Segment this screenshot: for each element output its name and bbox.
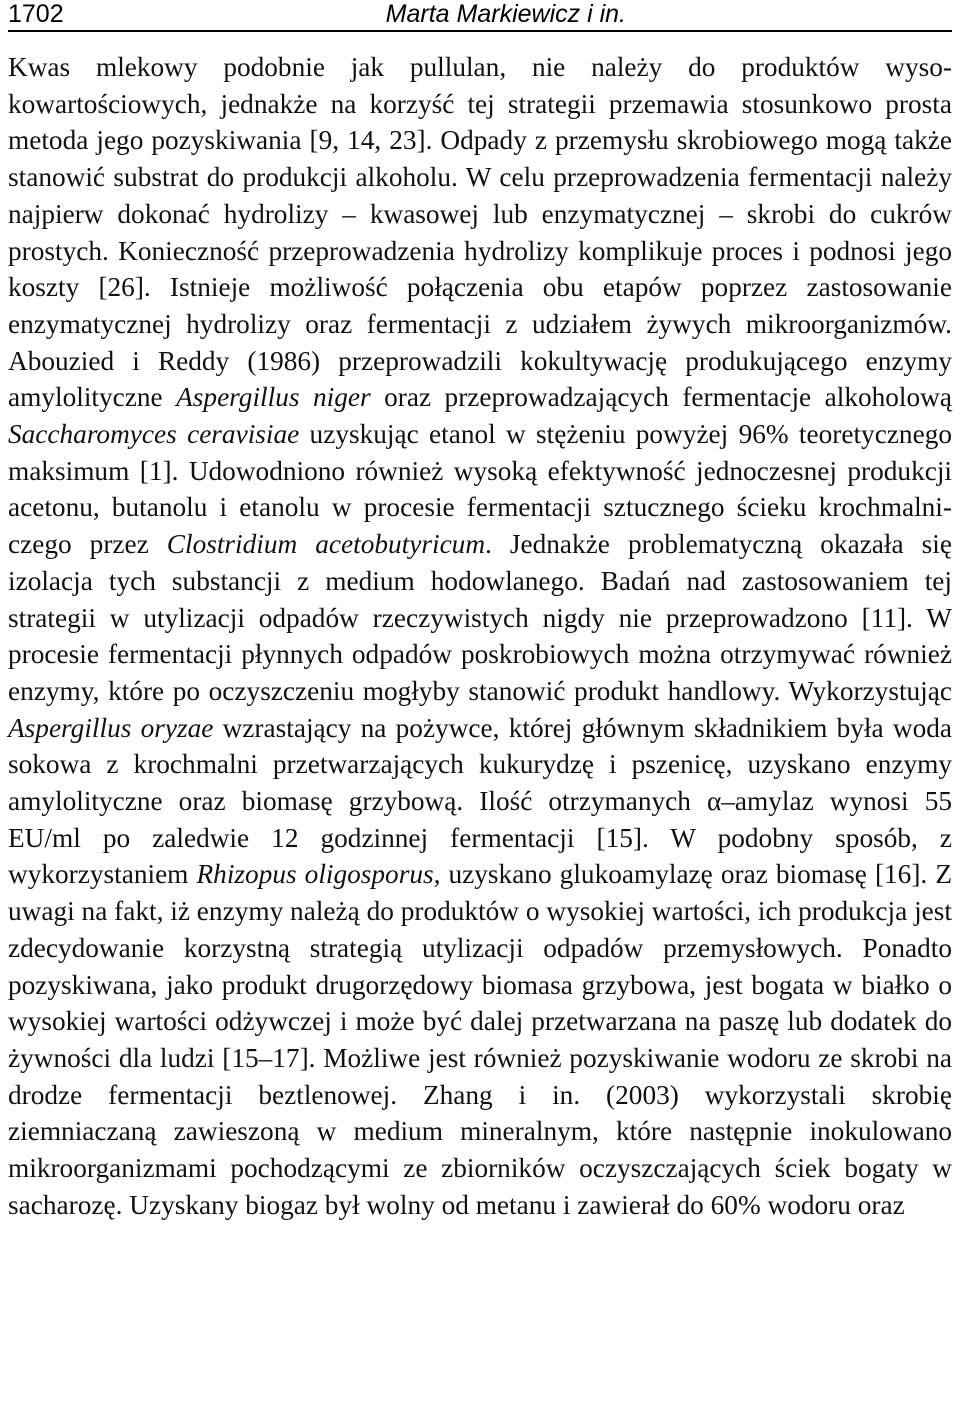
paragraph-text: . Jednakże problematyczną okazała się izolacja tych substancji z medium hodowlanego. Badań nad zastosowaniem tej strategii w utylizacji odpadów rzeczywistych nigdy nie przeprowadzono [11]. W procesie fermentacji płynnych odpadów poskrobiowych można otrzymywać również enzymy, które po oczyszczeniu mogłyby stanowić produkt handlowy. Wykorzystując xyxy=(8,529,952,706)
species-name: Clostridium acetobutyricum xyxy=(166,529,486,560)
species-name: Rhizopus oligosporus, xyxy=(196,859,441,890)
species-name: Saccharomyces ceravisiae xyxy=(8,419,300,450)
paragraph-text: uzyskano glukoamylazę oraz biomasę [16]. Z uwagi na fakt, iż enzymy należą do produktów o wysokiej wartości, ich produkcja jest zdecydowanie korzystną strategią utylizacji odpadów przemysłowych. Ponadto pozyskiwana, jako produkt drugorzędowy biomasa grzybowa, jest bogata w białko o wysokiej wartości odżywczej i może być dalej przetwarzana na paszę lub dodatek do żywności dla ludzi [15–17]. Możliwe jest również pozyskiwanie wodoru ze skrobi na drodze fermentacji beztlenowej. Zhang i in. (2003) wykorzystali skrobię ziemniaczaną zawieszoną w medium mineralnym, które następnie inokulowano mikroorganizmami pochodzącymi ze zbiorników oczyszczających ściek bogaty w sacharozę. Uzyskany biogaz był wolny od metanu i zawierał do 60% wodoru oraz xyxy=(8,859,952,1220)
paragraph-text: wzrastający na pożywce, której głównym składnikiem była woda sokowa z krochmalni przetwarzających kukurydzę i pszenicę, uzyskano enzymy amylolityczne oraz biomasę grzybową. Ilość otrzymanych α–amylaz wynosi 55 EU/ml po zaledwie 12 godzinnej fermentacji [15]. W podobny sposób, z wykorzystaniem xyxy=(8,712,952,890)
paragraph-text: Kwas mlekowy podobnie jak pullulan, nie należy do produktów wysokowartościowych, jednakże na korzyść tej strategii przemawia stosunkowo prosta metoda jego pozyskiwania [9, 14, 23]. Odpady z przemysłu skrobiowego mogą także stanowić substrat do produkcji alkoholu. W celu przeprowadzenia fermentacji należy najpierw dokonać hydrolizy – kwasowej lub enzymatycznej – skrobi do cukrów prostych. Konieczność przeprowadzenia hydrolizy komplikuje proces i podnosi jego koszty [26]. Istnieje możliwość połączenia obu etapów poprzez zastosowanie enzymatycznej hydrolizy oraz fermentacji z udziałem żywych mikroorganizmów. Abouzied i Reddy (1986) przeprowadzili kokultywację produkującego enzymy amylolityczne xyxy=(8,52,952,413)
body-paragraph xyxy=(8,49,952,1224)
species-name: Aspergillus oryzae xyxy=(8,712,214,743)
page-header xyxy=(8,0,952,32)
page-number: 1702 xyxy=(8,0,64,28)
paragraph-text: uzyskując etanol w stężeniu powyżej 96% teoretycznego maksimum [1]. Udowodniono również wysoką efektywność jednoczesnej produkcji acetonu, butanolu i etanolu w procesie fermentacji sztucznego ścieku krochmalniczego przez xyxy=(8,419,952,560)
species-name: Aspergillus niger xyxy=(176,382,371,413)
paragraph-text: oraz przeprowadzających fermentacje alkoholową xyxy=(370,382,952,413)
running-head: Marta Markiewicz i in. xyxy=(385,0,626,28)
